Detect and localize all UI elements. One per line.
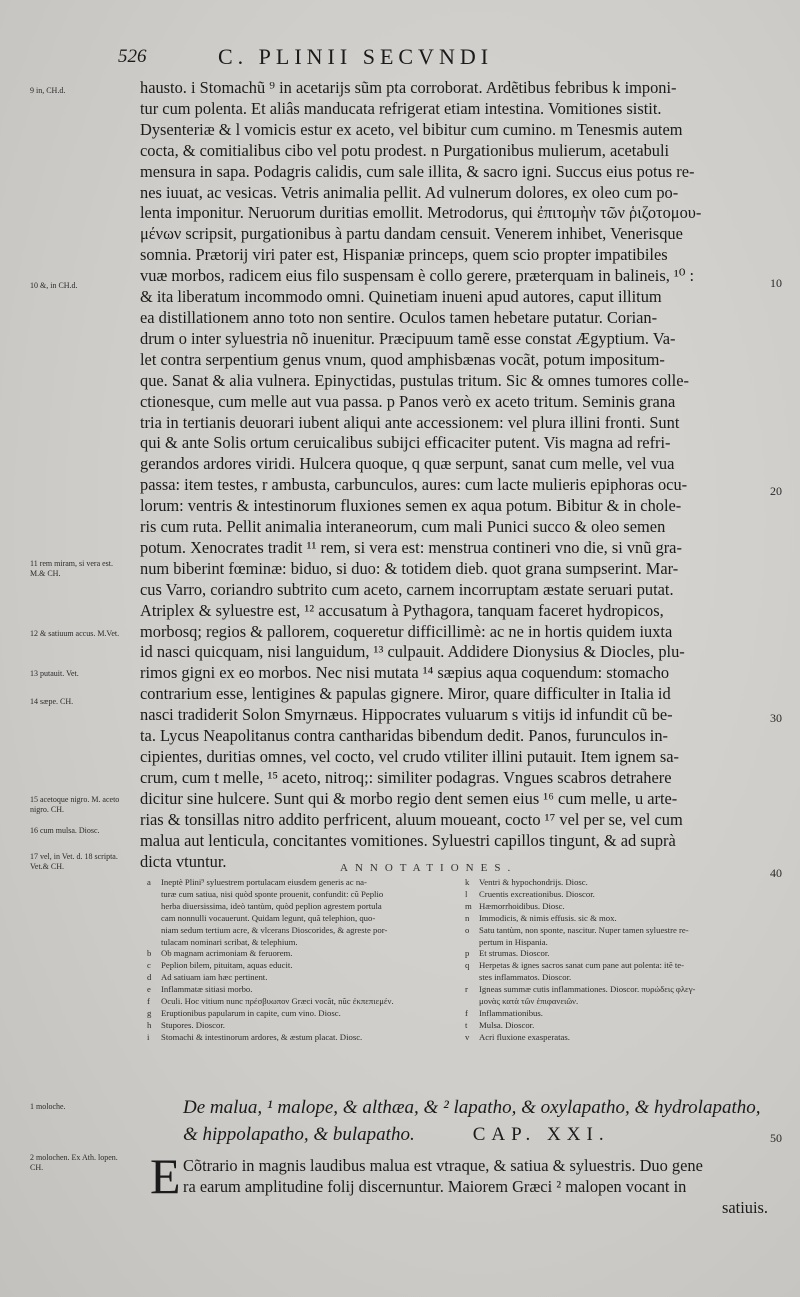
margin-note: 13 putauit. Vet. xyxy=(30,669,79,678)
annotation-text: Ad satiuam iam hæc pertinent. xyxy=(161,972,268,983)
annotation-key: n xyxy=(465,912,470,923)
annotation-key: i xyxy=(147,1031,150,1042)
text-line: cus Varro, coriandro subtrito cum aceto, carnem incorruptam æstate seruari putat. xyxy=(140,579,674,599)
margin-note: 16 cum mulsa. Diosc. xyxy=(30,826,100,835)
text-line: passa: item testes, r ambusta, carbunculos, aures: cum lacte mulieris epiphoras ocu- xyxy=(140,475,688,495)
text-line: dicitur sine hulcere. Sunt qui & morbo regio dent semen eius ¹⁶ cum melle, u arte- xyxy=(140,788,678,808)
annotation-text: herba diuersissima, ideò tantùm, quòd peplion agrestem portula xyxy=(161,900,382,911)
text-line: qui & ante Solis ortum ceruicalibus subijci efficaciter putent. Vis magna ad refri- xyxy=(140,433,671,453)
text-line: nasci tradiderit Solon Smyrnæus. Hippocrates vuluarum s vitijs id infundit cũ be- xyxy=(140,705,673,725)
annotations-left-column xyxy=(147,877,452,1044)
annotation-text: Inflammatæ sitiasi morbo. xyxy=(161,984,253,995)
text-line: tria in tertianis deuorari iubent aliqui ante accessionem: vel plura illini fronti. Sunt xyxy=(140,412,680,432)
margin-note: 15 acetoque nigro. M. aceto nigro. CH. xyxy=(30,795,120,814)
annotation-text: Ob magnam acrimoniam & feruorem. xyxy=(161,948,293,959)
annotation-text: Stupores. Dioscor. xyxy=(161,1019,225,1030)
text-line: vuæ morbos, radicem eius filo suspensam è collo gerere, præterquam in balineis, ¹⁰ : xyxy=(140,266,695,286)
line-number: 10 xyxy=(770,276,782,290)
annotation-entry xyxy=(465,901,770,913)
margin-note: 2 molochen. Ex Ath. lopen. CH. xyxy=(30,1153,118,1172)
annotation-key: d xyxy=(147,972,152,983)
annotation-entry xyxy=(147,877,452,889)
annotation-entry xyxy=(147,901,452,913)
text-line: ea distillationem anno toto non sentire. Oculos tamen hebetare putatur. Corian- xyxy=(140,307,658,327)
annotation-entry xyxy=(465,925,770,937)
annotation-entry xyxy=(465,960,770,972)
text-line: contrarium esse, lentigines & papulas gignere. Miror, quare difficulter in Italia id xyxy=(140,684,671,704)
annotation-key xyxy=(465,937,479,949)
text-line: morbosq; regios & pallorem, coqueretur difficillimè: ac ne in hortis quidem iuxta xyxy=(140,621,673,641)
annotation-key xyxy=(465,996,479,1008)
annotation-text: stes inflammatos. Dioscor. xyxy=(479,972,572,983)
text-line: gerandos ardores viridi. Hulcera quoque, q quæ serpunt, sanat cum melle, vel vua xyxy=(140,454,675,474)
line-number: 40 xyxy=(770,866,782,880)
chapter-title-line xyxy=(183,1121,763,1148)
text-line: mensura in sapa. Podagris calidis, cum sale illita, & sacro igni. Succus eius potus re- xyxy=(140,161,695,181)
annotation-key xyxy=(147,937,161,949)
annotation-entry xyxy=(465,1008,770,1020)
text-line: somnia. Prætorij viri pater est, Hispaniæ princeps, quem scio propter impatibiles xyxy=(140,245,668,265)
chapter-title-line2: & hippolapatho, & bulapatho. xyxy=(183,1124,415,1145)
annotation-key xyxy=(147,889,161,901)
annotation-key: a xyxy=(147,877,151,887)
annotation-entry xyxy=(147,913,452,925)
annotation-text: Inflammationibus. xyxy=(479,1007,543,1018)
annotation-key: e xyxy=(147,984,151,995)
text-line: lorum: ventris & intestinorum fluxiones semen ex aqua potum. Bibitur & in chole- xyxy=(140,496,682,516)
annotation-key: l xyxy=(465,888,468,899)
text-line: μένων scripsit, purgationibus à partu dandam censuit. Venerem inhibet, Venerisque xyxy=(140,224,683,244)
annotation-entry xyxy=(147,1020,452,1032)
annotations-right-column xyxy=(465,877,770,1044)
text-line: id nasci quicquam, nisi languidum, ¹³ culpauit. Addidere Dionysius & Diocles, plu- xyxy=(140,642,685,662)
annotation-entry xyxy=(147,984,452,996)
chapter-text xyxy=(183,1155,768,1218)
text-line: rias & tonsillas nitro addito perfricent, aluum moueant, cocto ¹⁷ vel per se, vel cum xyxy=(140,809,683,829)
annotation-entry xyxy=(465,889,770,901)
text-line: satiuis. xyxy=(722,1198,768,1217)
annotation-text: Ventri & hypochondrijs. Diosc. xyxy=(479,877,588,887)
margin-note: 11 rem miram, si vera est. M.& CH. xyxy=(30,559,114,578)
margin-note: 12 & satiuum accus. M.Vet. xyxy=(30,629,120,638)
text-line: dicta vtuntur. xyxy=(140,851,227,871)
text-line: ctionesque, cum melle aut vua passa. p Panos verò ex aceto tritum. Seminis grana xyxy=(140,391,676,411)
line-number: 50 xyxy=(770,1131,782,1145)
annotation-entry xyxy=(147,948,452,960)
text-line: rimos gigni ex eo morbos. Nec nisi mutata ¹⁴ sæpius aqua coquendum: stomacho xyxy=(140,663,670,683)
annotation-text: pertum in Hispania. xyxy=(479,936,548,947)
annotation-key xyxy=(465,972,479,984)
annotation-text: Hæmorrhoidibus. Diosc. xyxy=(479,900,565,911)
annotation-text: Eruptionibus papularum in capite, cum vino. Diosc. xyxy=(161,1007,341,1018)
chapter-title-line: De malua, ¹ malope, & althæa, & ² lapatho, & oxylapatho, & hydrolapatho, xyxy=(183,1097,761,1118)
annotation-text: Herpetas & ignes sacros sanat cum pane aut polenta: itẽ te- xyxy=(479,960,685,971)
text-line: lenta imponitur. Neruorum duritias emollit. Metrodorus, qui ἐπιτομὴν τῶν ῥιζοτομου- xyxy=(140,203,702,223)
annotation-text: Peplion bilem, pituitam, aquas educit. xyxy=(161,960,293,971)
annotation-entry xyxy=(465,1032,770,1044)
annotation-key: o xyxy=(465,924,470,935)
text-line: Cõtrario in magnis laudibus malua est vtraque, & satiua & syluestris. Duo gene xyxy=(183,1156,703,1175)
annotation-entry xyxy=(147,889,452,901)
annotations-title: ANNOTATIONES. xyxy=(340,862,518,874)
annotation-entry xyxy=(147,1008,452,1020)
annotation-key xyxy=(147,913,161,925)
text-line: crum, cum t melle, ¹⁵ aceto, nitroq;: similiter podagras. Vngues scabros detrahere xyxy=(140,767,672,787)
page-header xyxy=(118,44,758,74)
annotation-text: Mulsa. Dioscor. xyxy=(479,1019,535,1030)
annotation-key: p xyxy=(465,948,470,959)
annotation-key: f xyxy=(465,1007,468,1018)
running-title: C. PLINII SECVNDI xyxy=(218,44,494,69)
annotation-entry xyxy=(147,937,452,949)
text-line: Dysenteriæ & l vomicis estur ex aceto, vel bibitur cum cumino. m Tenesmis autem xyxy=(140,119,683,139)
annotation-key: v xyxy=(465,1031,470,1042)
annotation-key: r xyxy=(465,984,468,995)
annotation-entry xyxy=(465,937,770,949)
text-line: & ita liberatum incommodo omni. Quinetiam inueni apud autores, caput illitum xyxy=(140,287,662,307)
annotation-text: Igneas summæ cutis inflammationes. Dioscor. πυρώδεις φλεγ- xyxy=(479,984,696,995)
main-text xyxy=(140,78,760,872)
annotation-text: Et strumas. Dioscor. xyxy=(479,948,550,959)
annotation-key: k xyxy=(465,877,470,887)
annotation-entry xyxy=(465,913,770,925)
text-line: cipientes, duritias omnes, vel cocto, vel crudo vtiliter illini putauit. Item ignem sa- xyxy=(140,747,679,766)
margin-note: 17 vel, in Vet. d. 18 scripta. Vet.& CH. xyxy=(30,852,118,871)
chapter-number: CAP. XXI. xyxy=(472,1124,610,1145)
annotation-entry xyxy=(147,960,452,972)
annotation-entry xyxy=(147,925,452,937)
annotation-key: f xyxy=(147,996,150,1007)
annotation-key xyxy=(147,925,161,937)
annotation-text: Stomachi & intestinorum ardores, & æstum placat. Diosc. xyxy=(161,1031,363,1042)
text-line: nes iuuat, ac vesicas. Vetris animalia pellit. Ad vulnerum dolores, ex oleo cum po- xyxy=(140,182,679,202)
annotation-text: Cruentis excreationibus. Dioscor. xyxy=(479,888,595,899)
annotation-text: cam nonnulli vocauerunt. Quidam legunt, quã telephion, quo- xyxy=(161,912,376,923)
annotation-key: h xyxy=(147,1019,152,1030)
annotation-entry xyxy=(465,948,770,960)
text-line: malua aut lenticula, concitantes vomitiones. Syluestri capillos tingunt, & ad suprà xyxy=(140,830,676,850)
annotation-text: Acri fluxione exasperatas. xyxy=(479,1031,570,1042)
text-line: drum o inter syluestria nõ inuenitur. Præcipuum tamẽ esse constat Ægyptium. Va- xyxy=(140,328,676,348)
annotation-key: m xyxy=(465,900,472,911)
chapter-heading xyxy=(183,1094,763,1148)
annotation-text: niam sedum tertium acre, & vlcerans Dioscorides, & agreste por- xyxy=(161,924,388,935)
line-number: 30 xyxy=(770,711,782,725)
text-line: hausto. i Stomachũ ⁹ in acetarijs sũm pta corroborat. Ardẽtibus febribus k imponi- xyxy=(140,78,677,97)
text-line: ra earum amplitudine folij discernuntur. Maiorem Græci ² malopen vocant in xyxy=(183,1177,687,1196)
margin-note: 10 &, in CH.d. xyxy=(30,281,78,290)
annotation-text: Ineptè Plini⁹ syluestrem portulacam eiusdem generis ac na- xyxy=(161,877,367,887)
text-line: let contra serpentium genus vnum, quod amphisbænas vocãt, potum impositum- xyxy=(140,349,665,369)
text-line: cocta, & comitialibus cibo vel potu prodest. n Purgationibus mulierum, acetabuli xyxy=(140,140,670,160)
drop-cap-initial: E xyxy=(150,1148,181,1204)
annotation-key: q xyxy=(465,960,470,971)
line-number: 20 xyxy=(770,484,782,498)
margin-note: 14 sæpe. CH. xyxy=(30,697,74,706)
annotation-entry xyxy=(147,1032,452,1044)
text-line: tur cum polenta. Et aliâs manducata refrigerat etiam intestina. Vomitiones sistit. xyxy=(140,98,662,118)
text-line: potum. Xenocrates tradit ¹¹ rem, si vera est: menstrua contineri vno die, si vnũ gra- xyxy=(140,537,682,557)
margin-note: 1 moloche. xyxy=(30,1102,66,1111)
text-line: ris cum ruta. Pellit animalia interaneorum, cum mali Punici succo & oleo semen xyxy=(140,517,666,537)
annotation-key: c xyxy=(147,960,151,971)
annotation-text: μονὰς κατὰ τῶν ἐπιφανειῶν. xyxy=(479,996,579,1007)
annotation-key: g xyxy=(147,1007,152,1018)
annotation-entry xyxy=(465,984,770,996)
text-line: num biberint fœminæ: biduo, si duo: & totidem dieb. quot grana sumpserint. Mar- xyxy=(140,558,679,578)
annotation-text: Oculi. Hoc vitium nunc πρέσβυωπον Græci vocãt, nũc ἐκπεπιεμέν. xyxy=(161,996,394,1007)
annotation-entry xyxy=(465,1020,770,1032)
text-line: Atriplex & syluestre est, ¹² accusatum à Pythagora, tanquam faceret hydropicos, xyxy=(140,600,664,620)
annotation-entry xyxy=(465,972,770,984)
annotation-entry xyxy=(147,972,452,984)
annotation-text: tulacam nominari scribat, & telephium. xyxy=(161,936,298,947)
annotation-entry xyxy=(147,996,452,1008)
annotation-text: turæ cum satiua, nisi quòd sponte prouenit, confundit: cũ Peplio xyxy=(161,888,384,899)
annotation-text: Immodicis, & nimis effusis. sic & mox. xyxy=(479,912,617,923)
annotation-entry xyxy=(465,996,770,1008)
annotation-key: b xyxy=(147,948,152,959)
annotation-text: Satu tantùm, non sponte, nascitur. Nuper tamen syluestre re- xyxy=(479,924,689,935)
annotation-key xyxy=(147,901,161,913)
annotation-entry xyxy=(465,877,770,889)
annotation-key: t xyxy=(465,1019,468,1030)
text-line: ta. Lycus Neapolitanus contra cantharidas bibendum dedit. Panos, furunculos in- xyxy=(140,726,669,746)
margin-note: 9 in, CH.d. xyxy=(30,86,66,95)
page-number: 526 xyxy=(118,46,147,67)
text-line: que. Sanat & alia vulnera. Epinyctidas, pustulas tritum. Sic & omnes tumores colle- xyxy=(140,370,689,390)
